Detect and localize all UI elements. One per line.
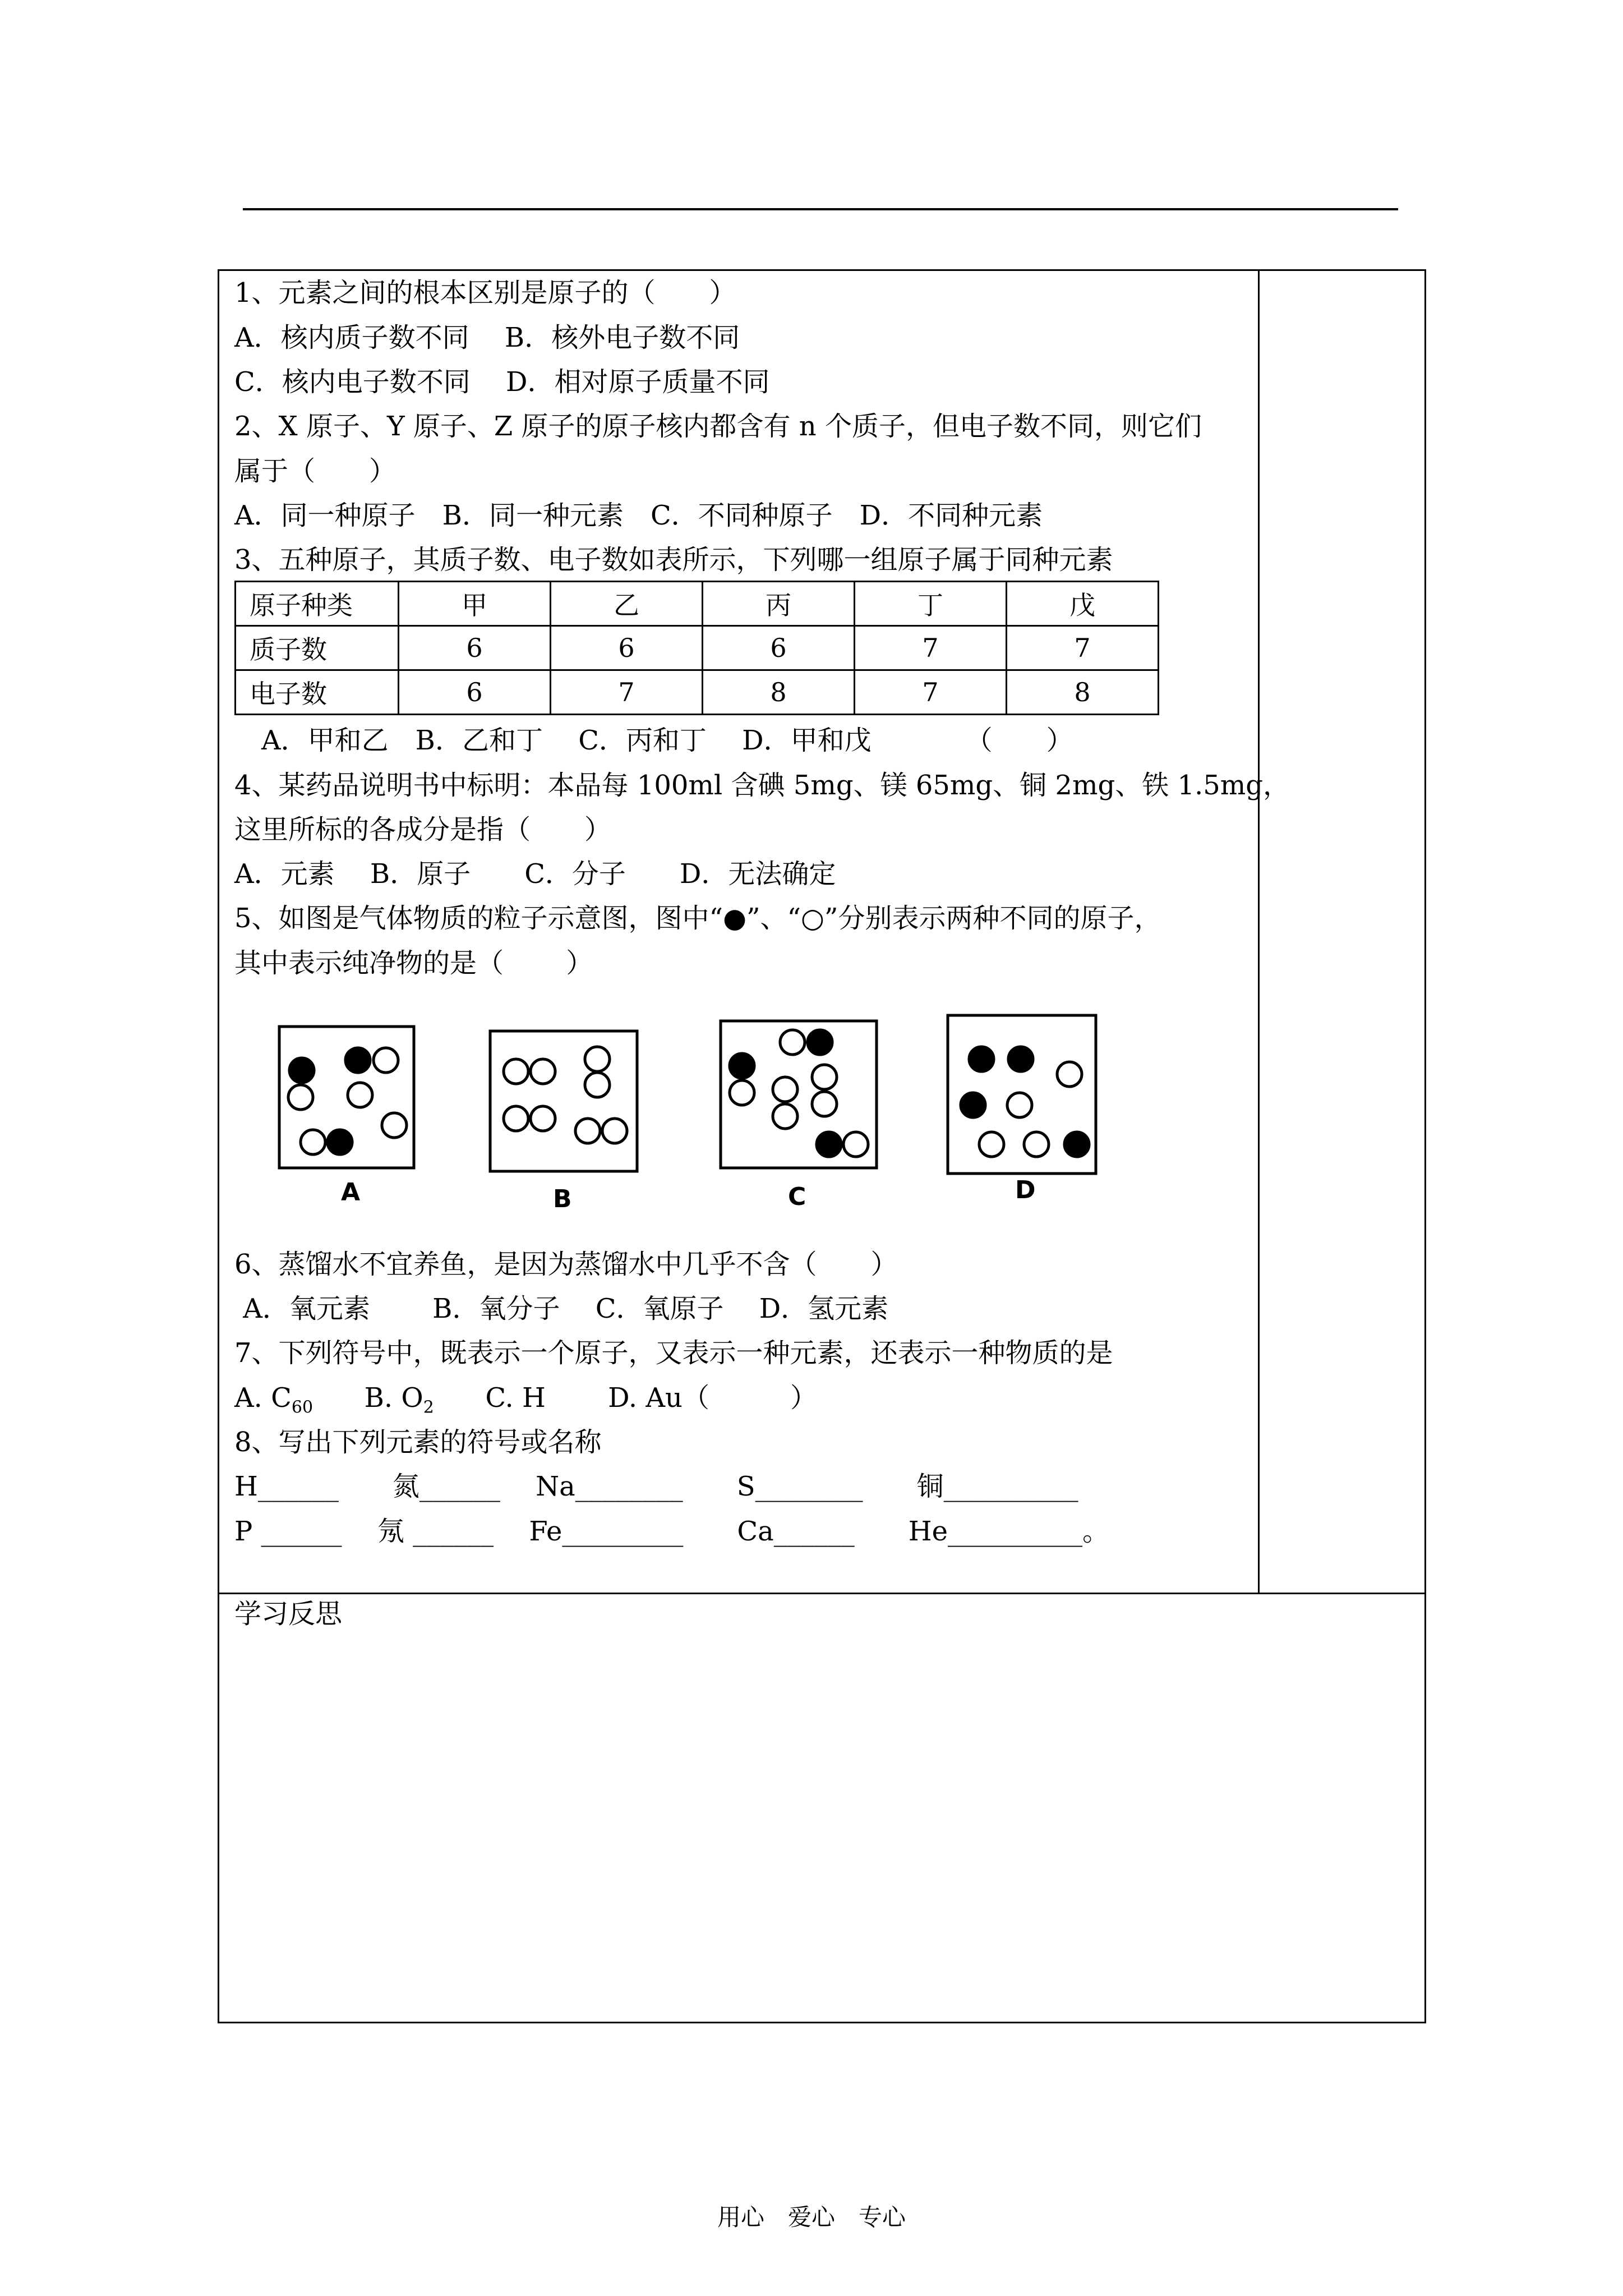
q2-stem-line2: 属于（ ） (234, 455, 396, 487)
table-cell: 7 (855, 670, 1007, 715)
q3-table (234, 581, 1159, 715)
q7-option-a: A. C (234, 1382, 292, 1414)
q3-options: A．甲和乙 B．乙和丁 C．丙和丁 D．甲和戊 （ ） (234, 725, 1073, 756)
q8-blanks-line2: P ______ 氖 ______ Fe_________ Ca______ He__________。 (234, 1516, 1110, 1547)
black-atom (961, 1093, 985, 1117)
table-cell: 7 (1007, 626, 1159, 670)
q7-option-b: B. O (364, 1382, 423, 1414)
white-atom (1007, 1093, 1032, 1117)
figure-label-b: B (553, 1185, 572, 1213)
white-atom (374, 1048, 398, 1073)
white-atom (531, 1106, 555, 1131)
table-row (236, 582, 1159, 626)
white-atom (348, 1083, 372, 1107)
q1-options-ab: A．核内质子数不同 B．核外电子数不同 (234, 322, 740, 353)
table-cell: 6 (551, 626, 703, 670)
table-cell: 丁 (855, 582, 1007, 626)
table-cell: 乙 (551, 582, 703, 626)
q1-options-cd: C．核内电子数不同 D．相对原子质量不同 (234, 366, 770, 398)
white-atom (843, 1132, 868, 1157)
figure-b-box (490, 1031, 637, 1171)
q6-options: A．氧元素 B．氧分子 C．氧原子 D．氢元素 (234, 1293, 889, 1324)
reflection-box (218, 1593, 1426, 2023)
q5-stem-line1: 5、如图是气体物质的粒子示意图，图中“●”、“○”分别表示两种不同的原子， (234, 903, 1161, 934)
figure-label-d: D (1015, 1176, 1036, 1204)
q7-options (234, 1381, 817, 1425)
table-cell: 质子数 (236, 626, 399, 670)
black-atom (1064, 1132, 1089, 1157)
white-atom (288, 1085, 313, 1110)
white-atom (575, 1119, 600, 1143)
table-cell: 8 (1007, 670, 1159, 715)
q1-stem: 1、元素之间的根本区别是原子的（ ） (234, 277, 736, 309)
white-atom (504, 1106, 528, 1131)
table-cell: 8 (703, 670, 855, 715)
q2-options: A．同一种原子 B．同一种元素 C．不同种原子 D．不同种元素 (234, 500, 1043, 531)
white-atom (504, 1059, 528, 1084)
q6-stem: 6、蒸馏水不宜养鱼，是因为蒸馏水中几乎不含（ ） (234, 1249, 898, 1280)
table-cell: 原子种类 (236, 582, 399, 626)
q5-stem-line2: 其中表示纯净物的是（ ） (234, 947, 593, 979)
white-atom (979, 1132, 1004, 1157)
white-atom (585, 1047, 610, 1071)
table-cell: 7 (551, 670, 703, 715)
white-atom (730, 1080, 754, 1105)
figure-label-a: A (341, 1178, 361, 1207)
white-atom (382, 1113, 407, 1138)
white-atom (773, 1077, 797, 1102)
white-atom (812, 1092, 837, 1116)
q8-stem: 8、写出下列元素的符号或名称 (234, 1427, 602, 1458)
q7-option-a-subscript: 60 (291, 1397, 313, 1418)
q7-option-b-subscript: 2 (423, 1397, 434, 1418)
table-cell: 7 (855, 626, 1007, 670)
page-footer: 用心 爱心 专心 (717, 2203, 906, 2231)
table-cell: 电子数 (236, 670, 399, 715)
q4-options: A．元素 B．原子 C．分子 D．无法确定 (234, 858, 836, 890)
black-atom (969, 1047, 994, 1071)
white-atom (773, 1104, 797, 1129)
white-atom (812, 1065, 837, 1089)
q7-option-cd: C. H D. Au（ ） (485, 1382, 817, 1414)
table-cell: 6 (703, 626, 855, 670)
q4-stem-line2: 这里所标的各成分是指（ ） (234, 814, 612, 845)
table-cell: 丙 (703, 582, 855, 626)
q2-stem-line1: 2、X 原子、Y 原子、Z 原子的原子核内都含有 n 个质子，但电子数不同，则它们 (234, 411, 1202, 442)
table-cell: 甲 (399, 582, 551, 626)
white-atom (531, 1059, 555, 1084)
q7-stem: 7、下列符号中，既表示一个原子，又表示一种元素，还表示一种物质的是 (234, 1337, 1113, 1369)
black-atom (817, 1132, 841, 1157)
white-atom (1057, 1062, 1082, 1087)
margin-column-divider (1258, 269, 1260, 1594)
q3-stem: 3、五种原子，其质子数、电子数如表所示，下列哪一组原子属于同种元素 (234, 544, 1113, 576)
black-atom (328, 1130, 352, 1154)
header-rule (243, 208, 1398, 210)
figure-label-c: C (788, 1182, 806, 1211)
q8-blanks-line1: H______ 氮______ Na________ S________ 铜__________ (234, 1471, 1078, 1502)
white-atom (602, 1119, 627, 1143)
black-atom (730, 1053, 754, 1078)
table-row (236, 626, 1159, 670)
black-atom (808, 1030, 832, 1055)
black-atom (289, 1058, 314, 1083)
white-atom (780, 1030, 805, 1055)
table-cell: 6 (399, 670, 551, 715)
white-atom (585, 1073, 610, 1097)
table-row (236, 670, 1159, 715)
reflection-title: 学习反思 (234, 1598, 343, 1630)
table-cell: 戊 (1007, 582, 1159, 626)
q4-stem-line1: 4、某药品说明书中标明：本品每 100ml 含碘 5mg、镁 65mg、铜 2mg、铁 1.5mg， (234, 770, 1290, 801)
black-atom (1008, 1047, 1033, 1071)
particle-diagrams (264, 1004, 1127, 1234)
table-cell: 6 (399, 626, 551, 670)
white-atom (1024, 1132, 1049, 1157)
black-atom (345, 1048, 370, 1073)
white-atom (301, 1130, 325, 1154)
